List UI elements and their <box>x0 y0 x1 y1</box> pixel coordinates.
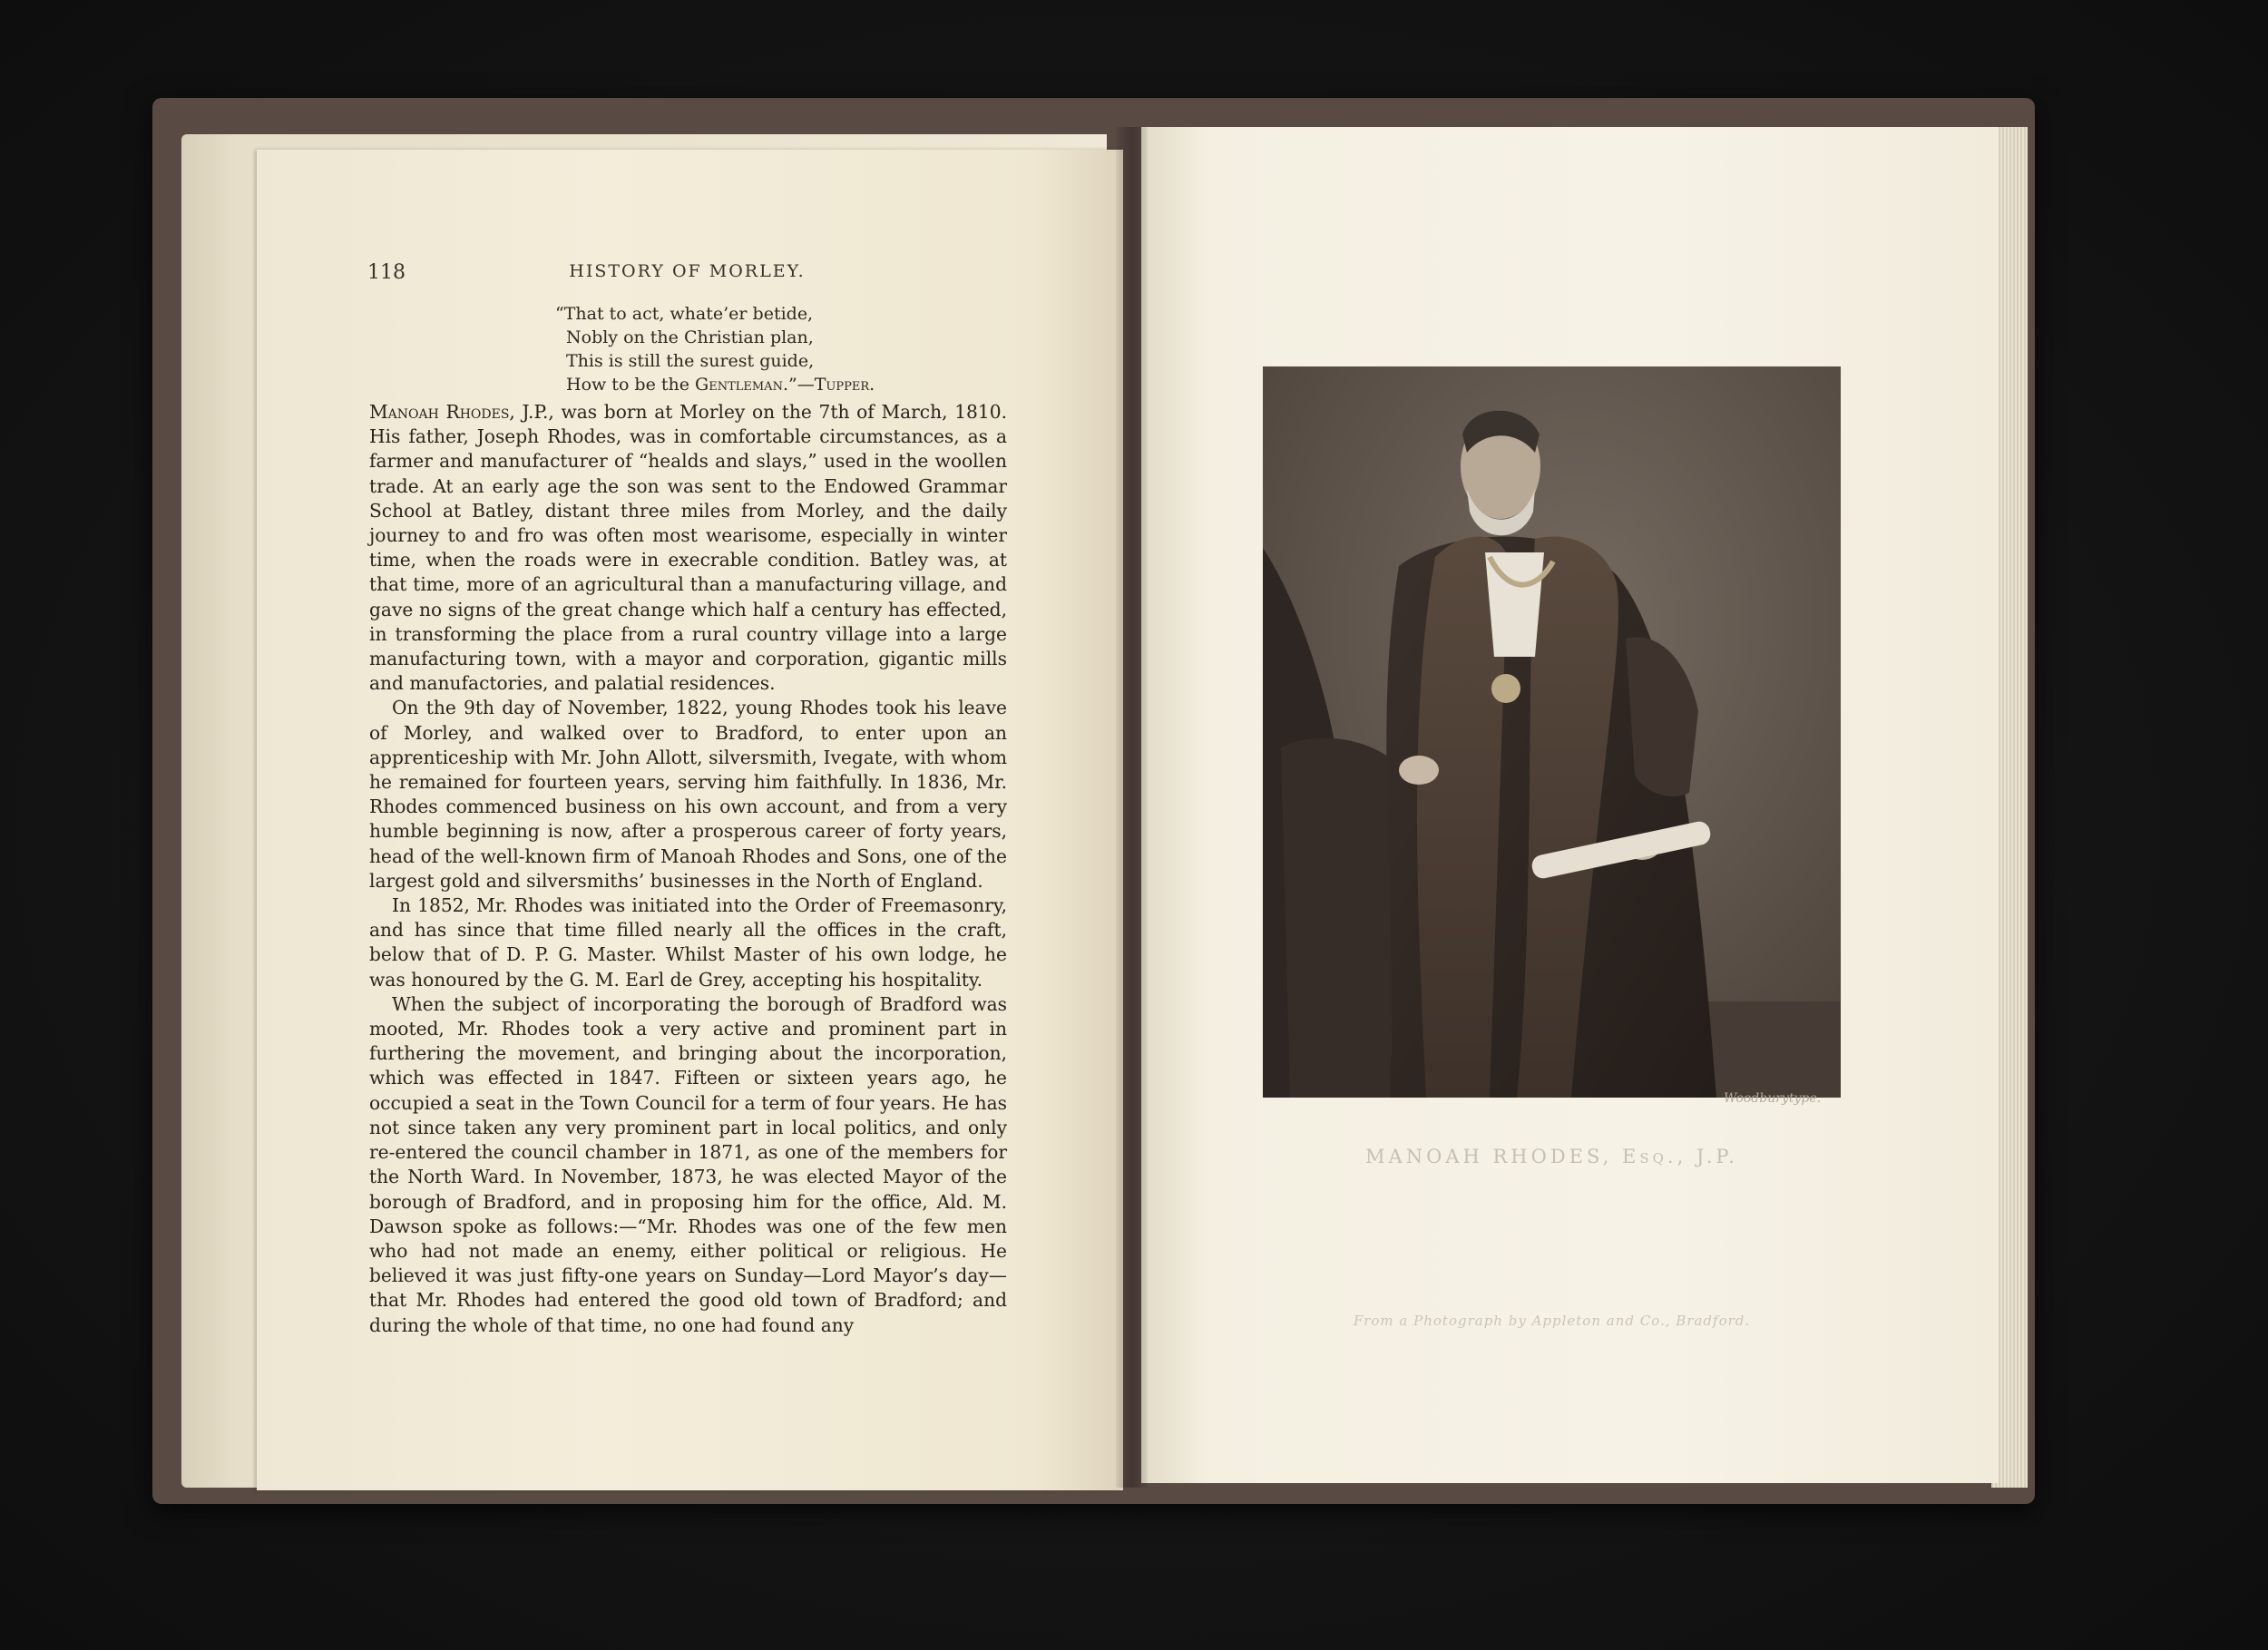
epigraph-line: This is still the surest guide, <box>566 351 815 371</box>
paragraph: On the 9th day of November, 1822, young Rhodes took his leave of Morley, and walked over to Bradford, to enter upon an apprenticeship with Mr. John Allott, silversmith, Ivegate, with whom he remained for fourteen years, serving him faithfully. In 1836, Mr. Rhodes commenced business on his own account, and from a very humble beginning is now, after a prosperous career of forty years, head of the well-known firm of Manoah Rhodes and Sons, one of the largest gold and silversmiths’ businesses in the North of England. <box>369 697 1007 892</box>
running-title: HISTORY OF MORLEY. <box>569 261 806 281</box>
process-mark: Woodburytype. <box>1724 1091 1822 1106</box>
plate-caption: MANOAH RHODES, Esq., J.P. <box>1365 1146 1738 1167</box>
epigraph-line: How to be the Gentleman.”—Tupper. <box>566 375 875 395</box>
page-number: 118 <box>367 261 406 284</box>
photo-credit: From a Photograph by Appleton and Co., Bradford. <box>1353 1313 1751 1329</box>
epigraph-line: “That to act, whate’er betide, <box>555 304 814 324</box>
epigraph-author: Tupper <box>814 375 870 395</box>
epigraph <box>555 302 875 396</box>
portrait-figure <box>1263 366 1841 1098</box>
body-text <box>369 400 1007 1338</box>
paragraph: In 1852, Mr. Rhodes was initiated into the Order of Freemasonry, and has since that time filled nearly all the offices in the craft, below that of D. P. G. Master. Whilst Master of his own lodge, he was honoured by the G. M. Earl de Grey, accepting his hospitality. <box>369 894 1007 991</box>
paragraph: When the subject of incorporating the borough of Bradford was mooted, Mr. Rhodes took a very active and prominent part in furthering the movement, and bringing about the incorporation, which was effected in 1847. Fifteen or sixteen years ago, he occupied a seat in the Town Council for a term of four years. He has not since taken any very prominent part in local politics, and only re-entered the council chamber in 1871, as one of the members for the North Ward. In November, 1873, he was elected Mayor of the borough of Bradford, and in proposing him for the office, Ald. M. Dawson spoke as follows:—“Mr. Rhodes was one of the few men who had not made an enemy, either political or religious. He believed it was just fifty-one years on Sunday—Lord Mayor’s day—that Mr. Rhodes had entered the good old town of Bradford; and during the whole of that time, no one had found any <box>369 992 1007 1336</box>
epigraph-line: Nobly on the Christian plan, <box>566 327 814 347</box>
paragraph: Manoah Rhodes, J.P., was born at Morley on the 7th of March, 1810. His father, Joseph Rhodes, was in comfortable circumstances, as a farmer and manufacturer of “healds and slays,” used in the woollen trade. At an early age the son was sent to the Endowed Grammar School at Batley, distant three miles from Morley, and the daily journey to and fro was often most wearisome, especially in winter time, when the roads were in execrable condition. Batley was, at that time, more of an agricultural than a manufacturing village, and gave no signs of the great change which half a century has effected, in transforming the place from a rural country village into a large manufacturing town, with a mayor and corporation, gigantic mills and manufactories, and palatial residences. <box>369 401 1007 695</box>
book-gutter <box>1116 127 1148 1488</box>
subject-name: Manoah Rhodes <box>369 401 510 423</box>
portrait-photograph <box>1263 366 1841 1098</box>
